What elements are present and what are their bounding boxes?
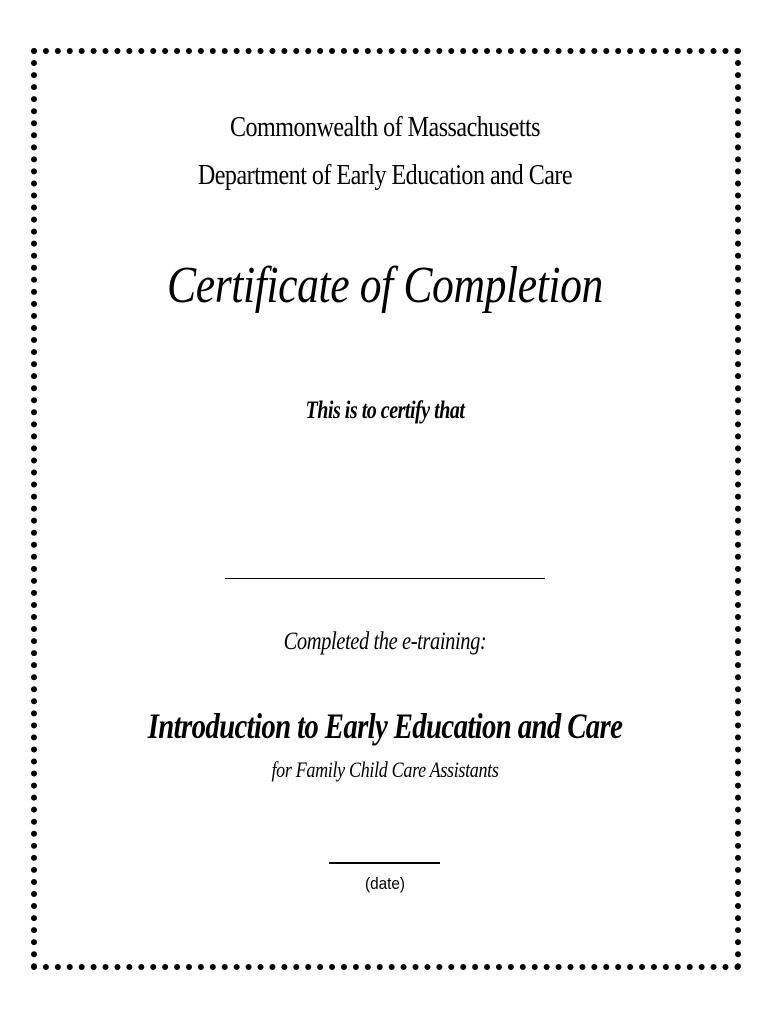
certify-statement: This is to certify that (305, 397, 465, 424)
recipient-name-line[interactable] (225, 578, 545, 579)
date-label: (date) (365, 874, 405, 893)
department-name: Department of Early Education and Care (197, 160, 573, 191)
certificate-title: Certificate of Completion (167, 257, 603, 314)
agency-name: Commonwealth of Massachusetts (229, 112, 541, 143)
course-title: Introduction to Early Education and Care (147, 706, 623, 746)
completed-statement: Completed the e-training: (283, 628, 487, 655)
course-audience: for Family Child Care Assistants (271, 757, 499, 782)
date-line[interactable] (329, 862, 440, 864)
